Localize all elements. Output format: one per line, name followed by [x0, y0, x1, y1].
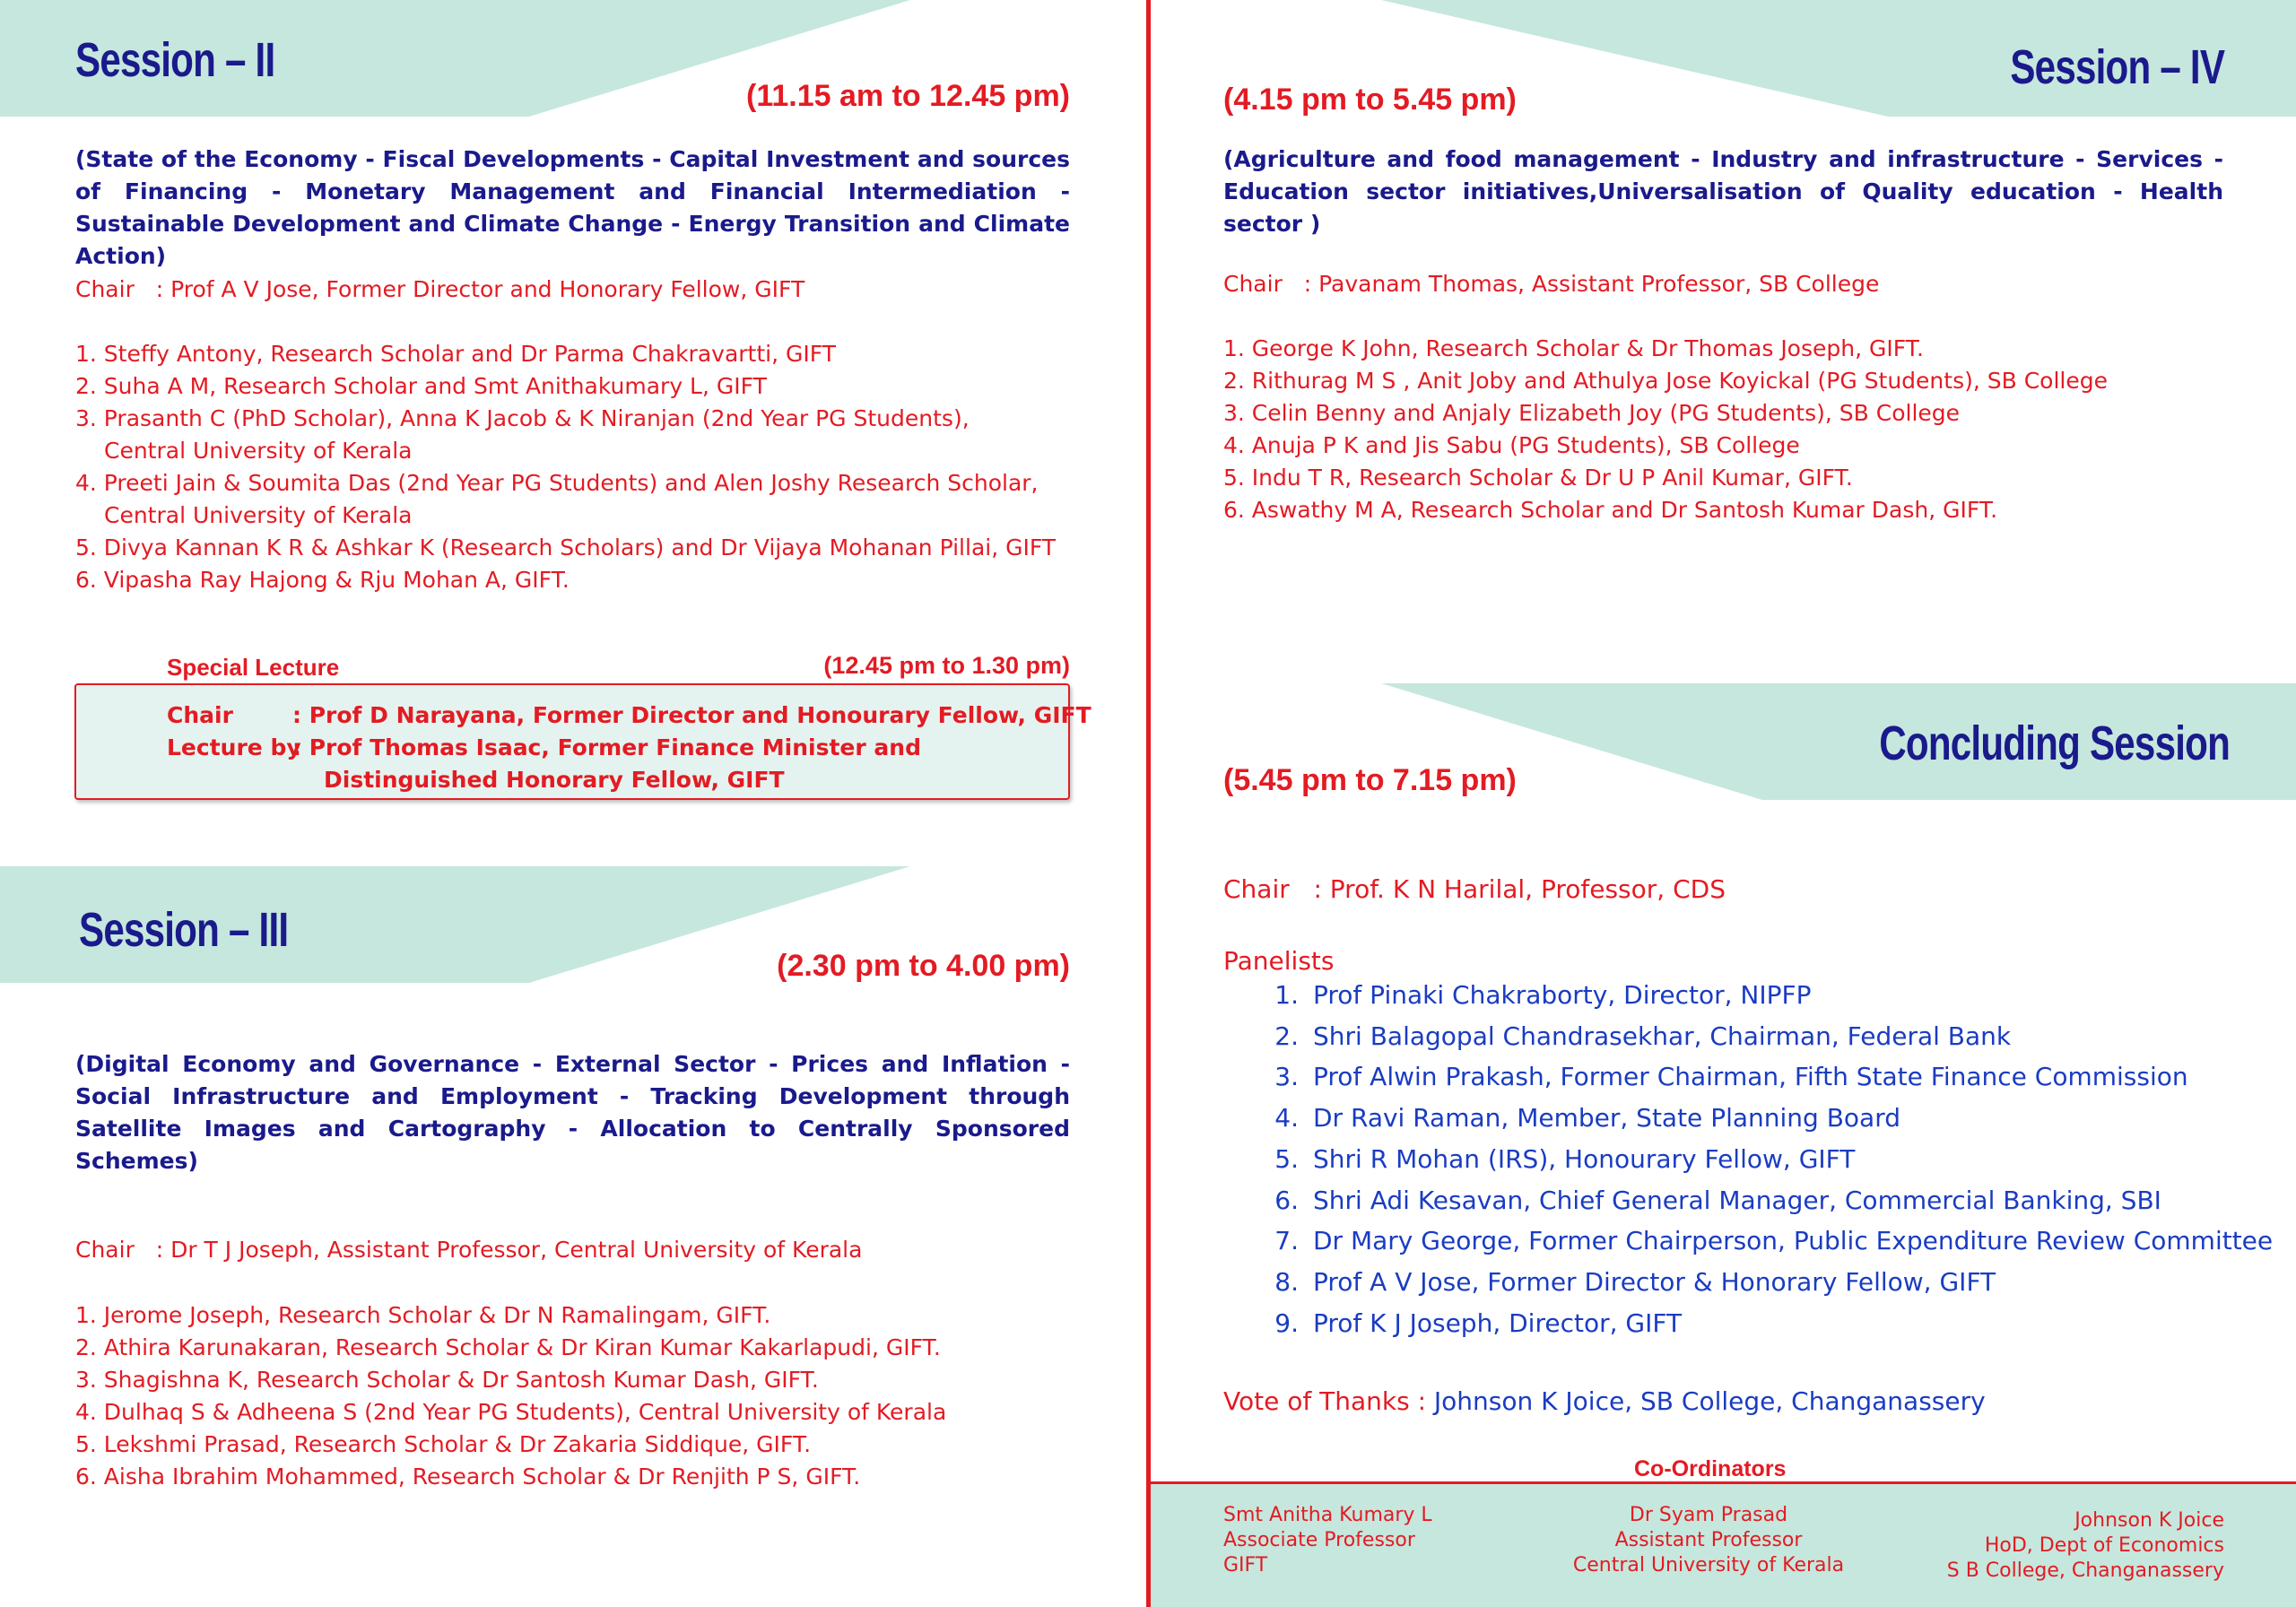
coordinators-heading: Co-Ordinators — [1634, 1456, 1787, 1481]
panelist-text: Shri Adi Kesavan, Chief General Manager, Commercial Banking, SBI — [1313, 1185, 2161, 1215]
session-4-topics: (Agriculture and food management - Industry and infrastructure - Services - Education sector initiatives,Universalisation of Quality education - Health sector ) — [1223, 146, 2223, 237]
list-item: 3. Prasanth C (PhD Scholar), Anna K Jacob & K Niranjan (2nd Year PG Students), — [75, 405, 970, 431]
panelists-heading: Panelists — [1223, 946, 1335, 976]
page-divider — [1146, 0, 1151, 1607]
panelist-number: 4. — [1274, 1103, 1299, 1134]
special-lecture-speaker — [167, 732, 921, 764]
session-3-time: (2.30 pm to 4.00 pm) — [777, 949, 1070, 983]
panelist-text: Prof Alwin Prakash, Former Chairman, Fifth State Finance Commission — [1313, 1062, 2188, 1092]
list-item: 4. Dulhaq S & Adheena S (2nd Year PG Students), Central University of Kerala — [75, 1399, 947, 1425]
list-item: 5. Lekshmi Prasad, Research Scholar & Dr Zakaria Siddique, GIFT. — [75, 1431, 812, 1457]
vote-value: Johnson K Joice, SB College, Changanassery — [1433, 1386, 1986, 1416]
list-item: 5. Indu T R, Research Scholar & Dr U P Anil Kumar, GIFT. — [1223, 465, 1853, 491]
session-3-papers — [75, 1299, 946, 1493]
chair-label: Chair — [75, 1237, 135, 1263]
list-item: Central University of Kerala — [104, 438, 413, 464]
coordinator-name: Dr Syam Prasad — [1629, 1504, 1788, 1526]
session-4-time: (4.15 pm to 5.45 pm) — [1223, 83, 1517, 117]
coordinator-role: HoD, Dept of Economics — [1984, 1534, 2224, 1557]
session-3-topics: (Digital Economy and Governance - External Sector - Prices and Inflation - Social Infrastructure and Employment - Tracking Development through Satellite Images and Cartography - Allocation to Centrally Sponsored Schemes) — [75, 1051, 1070, 1174]
chair-value: : Prof. K N Harilal, Professor, CDS — [1313, 874, 1726, 904]
vote-of-thanks — [1223, 1384, 1986, 1420]
list-item — [1259, 1098, 2273, 1139]
list-item: 5. Divya Kannan K R & Ashkar K (Research Scholars) and Dr Vijaya Mohanan Pillai, GIFT — [75, 534, 1057, 560]
list-item: 6. Aisha Ibrahim Mohammed, Research Scholar & Dr Renjith P S, GIFT. — [75, 1464, 861, 1490]
panelist-text: Shri Balagopal Chandrasekhar, Chairman, Federal Bank — [1313, 1021, 2012, 1051]
session-3-chair — [75, 1234, 862, 1266]
list-item — [1259, 1303, 2273, 1344]
coordinator-1 — [1223, 1503, 1432, 1578]
list-item — [1259, 1262, 2273, 1303]
chair-label: Chair — [167, 702, 233, 728]
concluding-title: Concluding Session — [1879, 717, 2230, 770]
panelist-text: Prof A V Jose, Former Director & Honorary Fellow, GIFT — [1313, 1266, 1996, 1297]
panelist-text: Shri R Mohan (IRS), Honourary Fellow, GIFT — [1313, 1143, 1856, 1174]
concluding-chair — [1223, 872, 1726, 908]
list-item — [1259, 1139, 2273, 1180]
coordinator-role: Assistant Professor — [1614, 1529, 1803, 1551]
lecture-label: Lecture by — [167, 734, 301, 760]
list-item: 1. Jerome Joseph, Research Scholar & Dr N Ramalingam, GIFT. — [75, 1302, 771, 1328]
special-lecture-speaker-cont: Distinguished Honorary Fellow, GIFT — [324, 767, 785, 793]
list-item: 2. Rithurag M S , Anit Joby and Athulya Jose Koyickal (PG Students), SB College — [1223, 368, 2108, 394]
panelist-number: 3. — [1274, 1062, 1299, 1092]
panelist-text: Dr Ravi Raman, Member, State Planning Board — [1313, 1103, 1900, 1134]
list-item: 4. Anuja P K and Jis Sabu (PG Students), SB College — [1223, 432, 1800, 458]
special-lecture-box — [74, 683, 1091, 800]
coordinator-name: Johnson K Joice — [2074, 1509, 2224, 1532]
list-item: 1. Steffy Antony, Research Scholar and Dr Parma Chakravartti, GIFT — [75, 341, 836, 367]
session-3-title: Session – III — [79, 903, 289, 957]
list-item: 4. Preeti Jain & Soumita Das (2nd Year PG Students) and Alen Joshy Research Scholar, — [75, 470, 1039, 496]
list-item — [1259, 975, 2273, 1016]
panelist-number: 1. — [1274, 980, 1299, 1010]
list-item — [1259, 1016, 2273, 1057]
chair-label: Chair — [1223, 874, 1290, 904]
session-2-title: Session – II — [75, 33, 275, 87]
panelist-number: 2. — [1274, 1021, 1299, 1051]
session-4-papers — [1223, 333, 2108, 526]
list-item: 3. Shagishna K, Research Scholar & Dr Santosh Kumar Dash, GIFT. — [75, 1367, 819, 1393]
chair-value: : Prof A V Jose, Former Director and Honorary Fellow, GIFT — [155, 276, 805, 302]
panelist-text: Prof Pinaki Chakraborty, Director, NIPFP — [1313, 980, 1812, 1010]
list-item: 2. Suha A M, Research Scholar and Smt Anithakumary L, GIFT — [75, 373, 767, 399]
session-4-title: Session – IV — [2010, 40, 2224, 94]
list-item: 1. George K John, Research Scholar & Dr Thomas Joseph, GIFT. — [1223, 335, 1924, 361]
special-lecture-title: Special Lecture — [167, 654, 340, 681]
special-lecture-time: (12.45 pm to 1.30 pm) — [823, 652, 1070, 679]
lecture-value: : Prof Thomas Isaac, Former Finance Minister and — [292, 734, 921, 760]
vote-label: Vote of Thanks : — [1223, 1386, 1426, 1416]
list-item: 6. Vipasha Ray Hajong & Rju Mohan A, GIFT. — [75, 567, 570, 593]
coordinator-org: GIFT — [1223, 1554, 1268, 1577]
chair-label: Chair — [1223, 271, 1283, 297]
list-item: 6. Aswathy M A, Research Scholar and Dr Santosh Kumar Dash, GIFT. — [1223, 497, 1998, 523]
special-lecture-chair — [167, 699, 1091, 732]
coordinator-org: Central University of Kerala — [1572, 1554, 1845, 1577]
panelist-number: 8. — [1274, 1266, 1299, 1297]
session-2-papers — [75, 338, 1056, 596]
coordinator-2 — [1525, 1503, 1892, 1578]
panelist-text: Prof K J Joseph, Director, GIFT — [1313, 1307, 1683, 1338]
panelist-number: 9. — [1274, 1307, 1299, 1338]
chair-label: Chair — [75, 276, 135, 302]
session-2-topics: (State of the Economy - Fiscal Developments - Capital Investment and sources of Financing - Monetary Management and Financial Intermediation - Sustainable Development and Climate Change - Energy Transition and Climate Action) — [75, 146, 1070, 269]
coordinator-3 — [1947, 1508, 2224, 1584]
panelist-number: 5. — [1274, 1143, 1299, 1174]
list-item — [1259, 1220, 2273, 1262]
coordinator-org: S B College, Changanassery — [1946, 1559, 2224, 1582]
list-item: 2. Athira Karunakaran, Research Scholar & Dr Kiran Kumar Kakarlapudi, GIFT. — [75, 1334, 941, 1360]
list-item: Central University of Kerala — [104, 502, 413, 528]
panelists-list — [1259, 975, 2273, 1343]
session-2-time: (11.15 am to 12.45 pm) — [746, 79, 1070, 113]
coordinator-role: Associate Professor — [1223, 1529, 1415, 1551]
session-2-chair — [75, 274, 804, 306]
concluding-time: (5.45 pm to 7.15 pm) — [1223, 763, 1517, 797]
list-item — [1259, 1056, 2273, 1098]
panelist-text: Dr Mary George, Former Chairperson, Public Expenditure Review Committee — [1313, 1226, 2274, 1256]
coordinator-name: Smt Anitha Kumary L — [1223, 1504, 1432, 1526]
chair-value: : Pavanam Thomas, Assistant Professor, SB College — [1303, 271, 1880, 297]
chair-value: : Prof D Narayana, Former Director and Honourary Fellow, GIFT — [292, 702, 1091, 728]
chair-value: : Dr T J Joseph, Assistant Professor, Central University of Kerala — [155, 1237, 863, 1263]
list-item — [1259, 1180, 2273, 1221]
panelist-number: 7. — [1274, 1226, 1299, 1256]
session-4-chair — [1223, 268, 1879, 300]
panelist-number: 6. — [1274, 1185, 1299, 1215]
list-item: 3. Celin Benny and Anjaly Elizabeth Joy (PG Students), SB College — [1223, 400, 1961, 426]
